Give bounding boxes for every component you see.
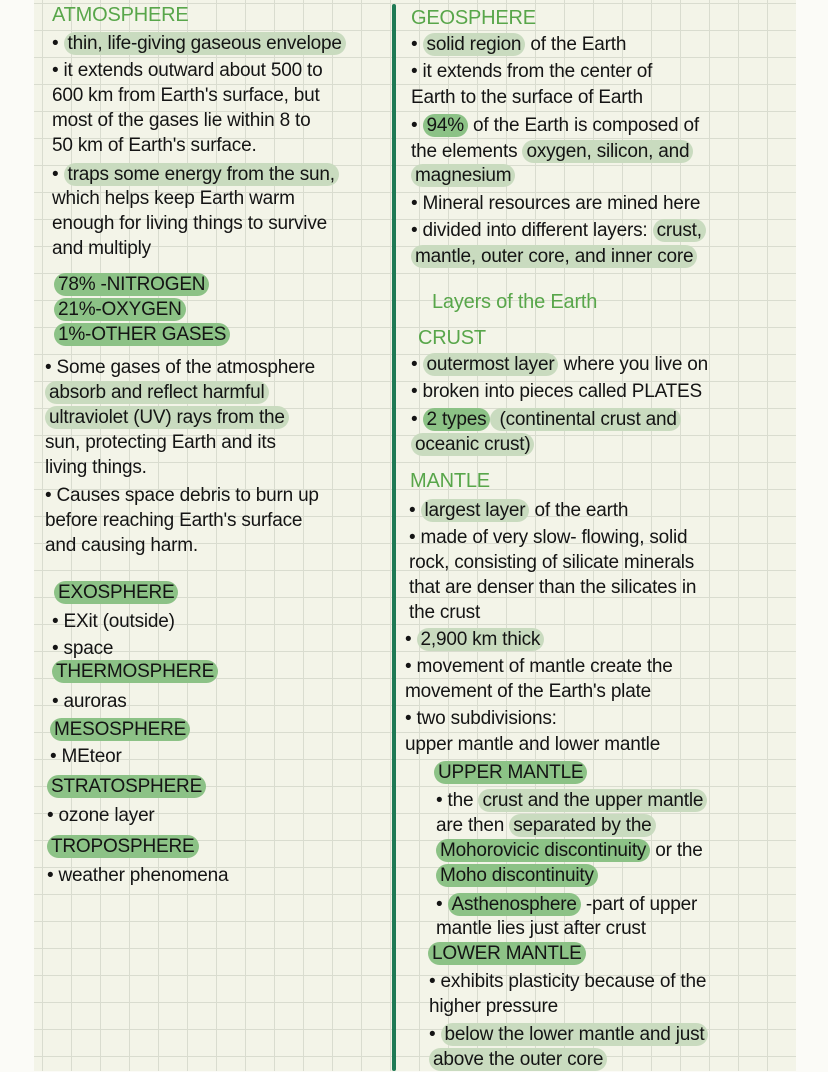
note-text: • <box>52 33 64 54</box>
note-line <box>436 864 598 888</box>
note-text: of the earth <box>529 500 629 521</box>
note-line <box>52 59 322 83</box>
note-text: • space <box>52 638 114 659</box>
note-text: • Some gases of the atmosphere <box>45 357 315 378</box>
highlighted-text: Mohorovicic discontinuity <box>436 839 650 862</box>
note-line <box>45 356 315 380</box>
note-text: • EXit (outside) <box>52 611 175 632</box>
note-text: Layers of the Earth <box>432 291 598 313</box>
section-heading <box>410 469 490 493</box>
highlighted-text: oxygen, silicon, and <box>522 140 693 163</box>
note-text: • <box>52 164 64 185</box>
note-line <box>47 804 155 828</box>
note-text: are then <box>436 815 510 836</box>
note-line <box>411 86 643 110</box>
highlighted-text: outermost layer <box>423 353 559 376</box>
note-text: • Causes space debris to burn up <box>45 485 319 506</box>
note-line <box>436 839 703 863</box>
note-text: living things. <box>45 457 147 478</box>
note-text: • auroras <box>52 691 127 712</box>
highlighted-text: largest layer <box>421 499 530 522</box>
note-line <box>52 690 127 714</box>
note-text: • Mineral resources are mined here <box>411 193 701 214</box>
note-text: before reaching Earth's surface <box>45 510 303 531</box>
note-line <box>52 32 346 56</box>
note-line <box>52 163 339 187</box>
note-text: • made of very slow- flowing, solid <box>409 527 688 548</box>
note-text: or the <box>650 840 703 861</box>
note-line <box>429 1048 607 1072</box>
note-line <box>436 893 697 917</box>
note-line <box>50 718 190 742</box>
note-text: 600 km from Earth's surface, but <box>52 85 320 106</box>
note-line <box>429 1023 708 1047</box>
note-text: • MEteor <box>50 746 122 767</box>
note-line <box>52 84 320 108</box>
note-line <box>411 433 534 457</box>
note-text: upper mantle and lower mantle <box>405 734 661 755</box>
note-line <box>52 637 113 661</box>
note-text: • <box>405 629 417 650</box>
note-text: movement of the Earth's plate <box>405 681 652 702</box>
note-text: sun, protecting Earth and its <box>45 432 276 453</box>
section-heading <box>418 326 486 350</box>
note-text: ATMOSPHERE <box>52 4 189 26</box>
note-text: • <box>436 894 448 915</box>
note-text: which helps keep Earth warm <box>52 188 295 209</box>
highlighted-text: (continental crust and <box>490 408 680 431</box>
note-text: • <box>411 34 423 55</box>
note-text: and multiply <box>52 238 151 259</box>
highlighted-text: STRATOSPHERE <box>47 775 206 798</box>
note-text: the crust <box>409 602 481 623</box>
highlighted-text: THERMOSPHERE <box>52 660 218 683</box>
note-line <box>52 660 218 684</box>
note-text: and causing harm. <box>45 535 198 556</box>
note-line <box>409 499 628 523</box>
highlighted-text: above the outer core <box>429 1048 607 1071</box>
note-line <box>52 109 310 133</box>
highlighted-text: crust, <box>653 219 706 242</box>
note-text: • two subdivisions: <box>405 708 557 729</box>
note-text: 50 km of Earth's surface. <box>52 135 257 156</box>
highlighted-text: MESOSPHERE <box>50 718 190 741</box>
note-line <box>405 733 660 757</box>
note-line <box>411 164 515 188</box>
note-line <box>405 655 673 679</box>
note-text: enough for living things to survive <box>52 213 327 234</box>
note-text: MANTLE <box>410 470 490 492</box>
note-text: • ozone layer <box>47 805 155 826</box>
note-text: where you live on <box>558 354 709 375</box>
note-text: mantle lies just after crust <box>436 918 646 939</box>
note-line <box>52 134 257 158</box>
note-line <box>436 789 707 813</box>
note-text: • <box>409 500 421 521</box>
note-line <box>47 864 228 888</box>
note-line <box>45 509 302 533</box>
note-line <box>428 942 586 966</box>
note-line <box>405 680 651 704</box>
note-line <box>45 431 276 455</box>
note-line <box>411 114 699 138</box>
note-line <box>409 576 696 600</box>
highlighted-text: 94% <box>423 114 468 137</box>
note-line <box>411 219 706 243</box>
highlighted-text: TROPOSPHERE <box>47 835 199 858</box>
note-text: • it extends from the center of <box>411 61 653 82</box>
note-text: • it extends outward about 500 to <box>52 60 323 81</box>
note-text: • weather phenomena <box>47 865 229 886</box>
highlighted-text: ultraviolet (UV) rays from the <box>45 406 289 429</box>
highlighted-text: Asthenosphere <box>448 893 581 916</box>
note-line <box>54 323 230 347</box>
note-text: Earth to the surface of Earth <box>411 87 643 108</box>
note-line <box>411 245 697 269</box>
note-line <box>52 237 151 261</box>
note-text: • exhibits plasticity because of the <box>429 971 707 992</box>
note-line <box>54 273 209 297</box>
note-line <box>45 406 289 430</box>
note-line <box>52 212 327 236</box>
section-heading <box>411 6 536 30</box>
note-line <box>54 298 186 322</box>
highlighted-text: oceanic crust) <box>411 433 534 456</box>
highlighted-text: UPPER MANTLE <box>434 761 587 784</box>
note-line <box>409 601 480 625</box>
note-line <box>436 814 656 838</box>
note-line <box>411 60 652 84</box>
note-text: rock, consisting of silicate minerals <box>409 552 695 573</box>
note-text: • movement of mantle create the <box>405 656 673 677</box>
highlighted-text: traps some energy from the sun, <box>64 163 339 186</box>
note-line <box>411 140 693 164</box>
highlighted-text: 2 types <box>423 408 491 431</box>
note-line <box>411 192 700 216</box>
highlighted-text: separated by the <box>509 814 655 837</box>
note-line <box>50 745 122 769</box>
highlighted-text: absorb and reflect harmful <box>45 381 269 404</box>
highlighted-text: LOWER MANTLE <box>428 942 586 965</box>
note-text: • <box>411 354 423 375</box>
note-line <box>405 628 544 652</box>
note-text: • the <box>436 790 479 811</box>
note-text: of the Earth is composed of <box>467 115 699 136</box>
highlighted-text: crust and the upper mantle <box>478 789 707 812</box>
highlighted-text: 78% -NITROGEN <box>54 273 209 296</box>
note-text: • broken into pieces called PLATES <box>411 381 702 402</box>
note-line <box>45 381 269 405</box>
note-line <box>429 970 706 994</box>
note-text: -part of upper <box>580 894 698 915</box>
note-line <box>54 581 178 605</box>
note-line <box>52 610 175 634</box>
note-text: • <box>429 1024 441 1045</box>
note-line <box>47 775 206 799</box>
note-line <box>429 995 558 1019</box>
note-line <box>45 484 319 508</box>
note-line <box>45 534 198 558</box>
highlighted-text: 2,900 km thick <box>417 628 545 651</box>
note-line <box>436 917 646 941</box>
highlighted-text: thin, life-giving gaseous envelope <box>64 32 346 55</box>
highlighted-text: Moho discontinuity <box>436 864 598 887</box>
highlighted-text: mantle, outer core, and inner core <box>411 245 697 268</box>
note-text: • <box>411 409 423 430</box>
highlighted-text: 21%-OXYGEN <box>54 298 186 321</box>
note-text: the elements <box>411 141 523 162</box>
column-divider <box>392 4 396 1071</box>
note-text: CRUST <box>418 327 486 349</box>
note-line <box>47 835 199 859</box>
highlighted-text: magnesium <box>411 164 515 187</box>
note-text: that are denser than the silicates in <box>409 577 697 598</box>
note-text: most of the gases lie within 8 to <box>52 110 311 131</box>
highlighted-text: EXOSPHERE <box>54 581 178 604</box>
highlighted-text: below the lower mantle and just <box>441 1023 709 1046</box>
section-heading <box>52 3 189 27</box>
note-line <box>411 353 708 377</box>
note-text: of the Earth <box>525 34 627 55</box>
note-line <box>411 380 702 404</box>
section-heading <box>432 290 597 314</box>
note-line <box>405 707 557 731</box>
note-line <box>409 526 687 550</box>
note-text: higher pressure <box>429 996 559 1017</box>
note-line <box>411 33 626 57</box>
note-line <box>411 408 681 432</box>
note-line <box>52 187 295 211</box>
note-text: • <box>411 115 423 136</box>
note-line <box>434 761 587 785</box>
note-line <box>45 456 147 480</box>
highlighted-text: 1%-OTHER GASES <box>54 323 230 346</box>
note-text: • divided into different layers: <box>411 220 653 241</box>
note-line <box>409 551 694 575</box>
highlighted-text: solid region <box>423 33 526 56</box>
note-text: GEOSPHERE <box>411 7 536 29</box>
